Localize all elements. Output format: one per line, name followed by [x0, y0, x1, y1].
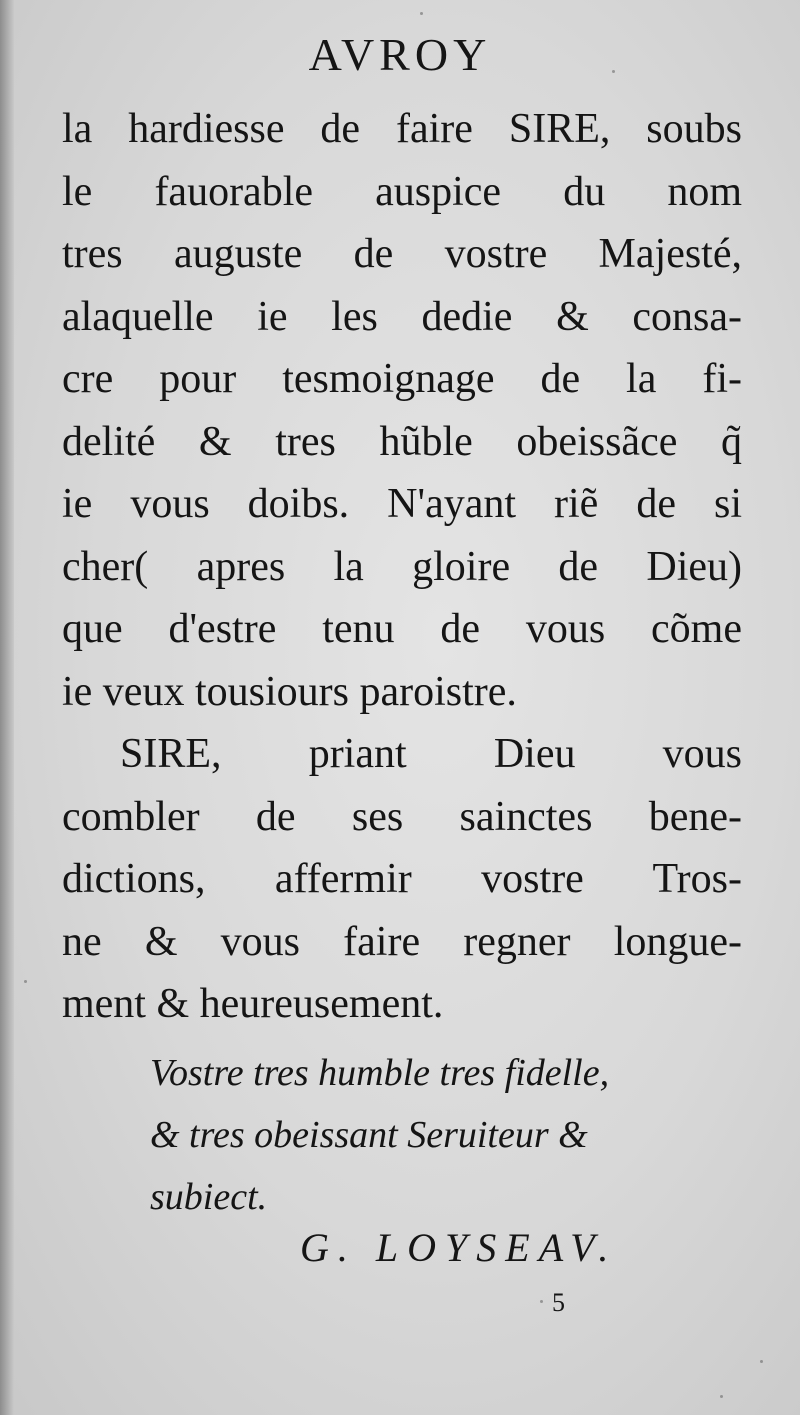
body-line: ie vous doibs. N'ayant riẽ de si [62, 481, 742, 527]
closing-line: Vostre tres humble tres fidelle, [150, 1052, 610, 1094]
body-line: tres auguste de vostre Majesté, [62, 231, 742, 277]
signature: G. LOYSEAV. [300, 1225, 618, 1270]
body-line: combler de ses sainctes bene- [62, 793, 742, 840]
body-line-paragraph-start: SIRE, priant Dieu vous [120, 731, 742, 777]
ink-speck [540, 1300, 543, 1303]
body-line: dictions, affermir vostre Tros- [62, 856, 742, 902]
ink-speck [720, 1395, 723, 1398]
ink-speck [24, 980, 27, 983]
dedication-body [62, 98, 742, 1036]
body-line: que d'estre tenu de vous cõme [62, 606, 742, 652]
closing-line: & tres obeissant Seruiteur & [150, 1114, 588, 1156]
closing-line: subiect. [150, 1176, 268, 1218]
running-head: AVROY [308, 29, 492, 80]
ink-speck [420, 12, 423, 15]
ink-speck [612, 70, 615, 73]
body-line: delité & tres hũble obeissãce q̃ [62, 418, 742, 465]
ink-speck [760, 1360, 763, 1363]
body-line: le fauorable auspice du nom [62, 168, 742, 215]
body-line: alaquelle ie les dedie & consa- [62, 293, 742, 340]
body-line: ie veux tousiours paroistre. [62, 668, 517, 715]
body-line: cher( apres la gloire de Dieu) [62, 543, 742, 590]
body-line: ne & vous faire regner longue- [62, 918, 742, 965]
closing-formula [150, 1042, 740, 1228]
page-number: 5 [552, 1288, 565, 1317]
body-line: la hardiesse de faire SIRE, soubs [62, 106, 742, 152]
body-line: cre pour tesmoignage de la fi- [62, 356, 742, 402]
body-line: ment & heureusement. [62, 981, 444, 1027]
page-gutter-shadow [0, 0, 14, 1415]
